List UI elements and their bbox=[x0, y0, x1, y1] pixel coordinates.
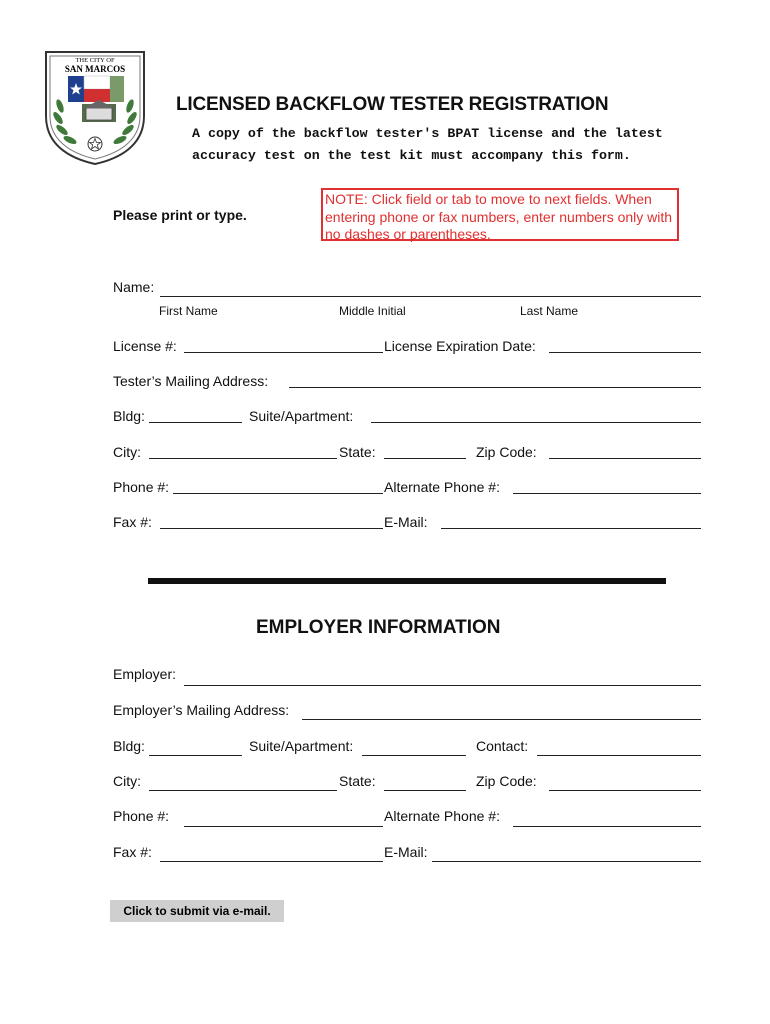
employer-mailing-label: Employer’s Mailing Address: bbox=[113, 702, 290, 718]
tester-mailing-label: Tester’s Mailing Address: bbox=[113, 373, 269, 389]
city-seal-logo bbox=[42, 46, 148, 166]
instruction-line-2: accuracy test on the test kit must accompany this form. bbox=[192, 148, 631, 163]
tester-phone-field[interactable] bbox=[173, 493, 383, 494]
employer-fax-field[interactable] bbox=[160, 861, 383, 862]
tester-bldg-field[interactable] bbox=[149, 422, 242, 423]
employer-alt-phone-label: Alternate Phone #: bbox=[384, 808, 500, 824]
tester-suite-label: Suite/Apartment: bbox=[249, 408, 354, 424]
employer-city-label: City: bbox=[113, 773, 141, 789]
name-field[interactable] bbox=[160, 296, 701, 297]
tester-fax-field[interactable] bbox=[160, 528, 383, 529]
employer-suite-field[interactable] bbox=[362, 755, 466, 756]
submit-email-button[interactable]: Click to submit via e-mail. bbox=[110, 900, 284, 922]
employer-email-label: E-Mail: bbox=[384, 844, 428, 860]
first-name-caption: First Name bbox=[159, 304, 218, 318]
employer-state-label: State: bbox=[339, 773, 376, 789]
employer-zip-label: Zip Code: bbox=[476, 773, 537, 789]
employer-phone-label: Phone #: bbox=[113, 808, 170, 824]
tester-city-field[interactable] bbox=[149, 458, 337, 459]
license-field[interactable] bbox=[184, 352, 383, 353]
employer-section-title: EMPLOYER INFORMATION bbox=[256, 617, 501, 638]
tester-email-label: E-Mail: bbox=[384, 514, 428, 530]
employer-bldg-label: Bldg: bbox=[113, 738, 145, 754]
employer-contact-label: Contact: bbox=[476, 738, 529, 754]
employer-alt-phone-field[interactable] bbox=[513, 826, 701, 827]
name-label: Name: bbox=[113, 279, 155, 295]
employer-suite-label: Suite/Apartment: bbox=[249, 738, 354, 754]
form-title: LICENSED BACKFLOW TESTER REGISTRATION bbox=[176, 94, 609, 115]
employer-phone-field[interactable] bbox=[184, 826, 383, 827]
tester-zip-field[interactable] bbox=[549, 458, 701, 459]
employer-contact-field[interactable] bbox=[537, 755, 701, 756]
employer-label: Employer: bbox=[113, 666, 177, 682]
print-instruction: Please print or type. bbox=[113, 207, 247, 223]
employer-email-field[interactable] bbox=[432, 861, 701, 862]
tester-state-label: State: bbox=[339, 444, 376, 460]
license-expiration-field[interactable] bbox=[549, 352, 701, 353]
employer-fax-label: Fax #: bbox=[113, 844, 152, 860]
tester-fax-label: Fax #: bbox=[113, 514, 152, 530]
section-divider bbox=[148, 578, 666, 584]
middle-initial-caption: Middle Initial bbox=[339, 304, 406, 318]
tester-bldg-label: Bldg: bbox=[113, 408, 145, 424]
tester-mailing-field[interactable] bbox=[289, 387, 701, 388]
seal-line1: THE CITY OF bbox=[75, 57, 115, 64]
tester-suite-field[interactable] bbox=[371, 422, 701, 423]
employer-city-field[interactable] bbox=[149, 790, 337, 791]
employer-mailing-field[interactable] bbox=[302, 719, 701, 720]
note-box: NOTE: Click field or tab to move to next fields. When entering phone or fax numbers, enter numbers only with no dashes or parentheses. bbox=[321, 188, 679, 241]
tester-city-label: City: bbox=[113, 444, 141, 460]
tester-phone-label: Phone #: bbox=[113, 479, 170, 495]
instruction-line-1: A copy of the backflow tester's BPAT license and the latest bbox=[192, 126, 663, 141]
employer-field[interactable] bbox=[184, 685, 701, 686]
seal-line2: SAN MARCOS bbox=[64, 64, 126, 74]
employer-zip-field[interactable] bbox=[549, 790, 701, 791]
employer-state-field[interactable] bbox=[384, 790, 466, 791]
tester-email-field[interactable] bbox=[441, 528, 701, 529]
tester-alt-phone-field[interactable] bbox=[513, 493, 701, 494]
employer-bldg-field[interactable] bbox=[149, 755, 242, 756]
license-expiration-label: License Expiration Date: bbox=[384, 338, 536, 354]
license-label: License #: bbox=[113, 338, 177, 354]
tester-state-field[interactable] bbox=[384, 458, 466, 459]
tester-zip-label: Zip Code: bbox=[476, 444, 537, 460]
tester-alt-phone-label: Alternate Phone #: bbox=[384, 479, 500, 495]
last-name-caption: Last Name bbox=[520, 304, 579, 318]
